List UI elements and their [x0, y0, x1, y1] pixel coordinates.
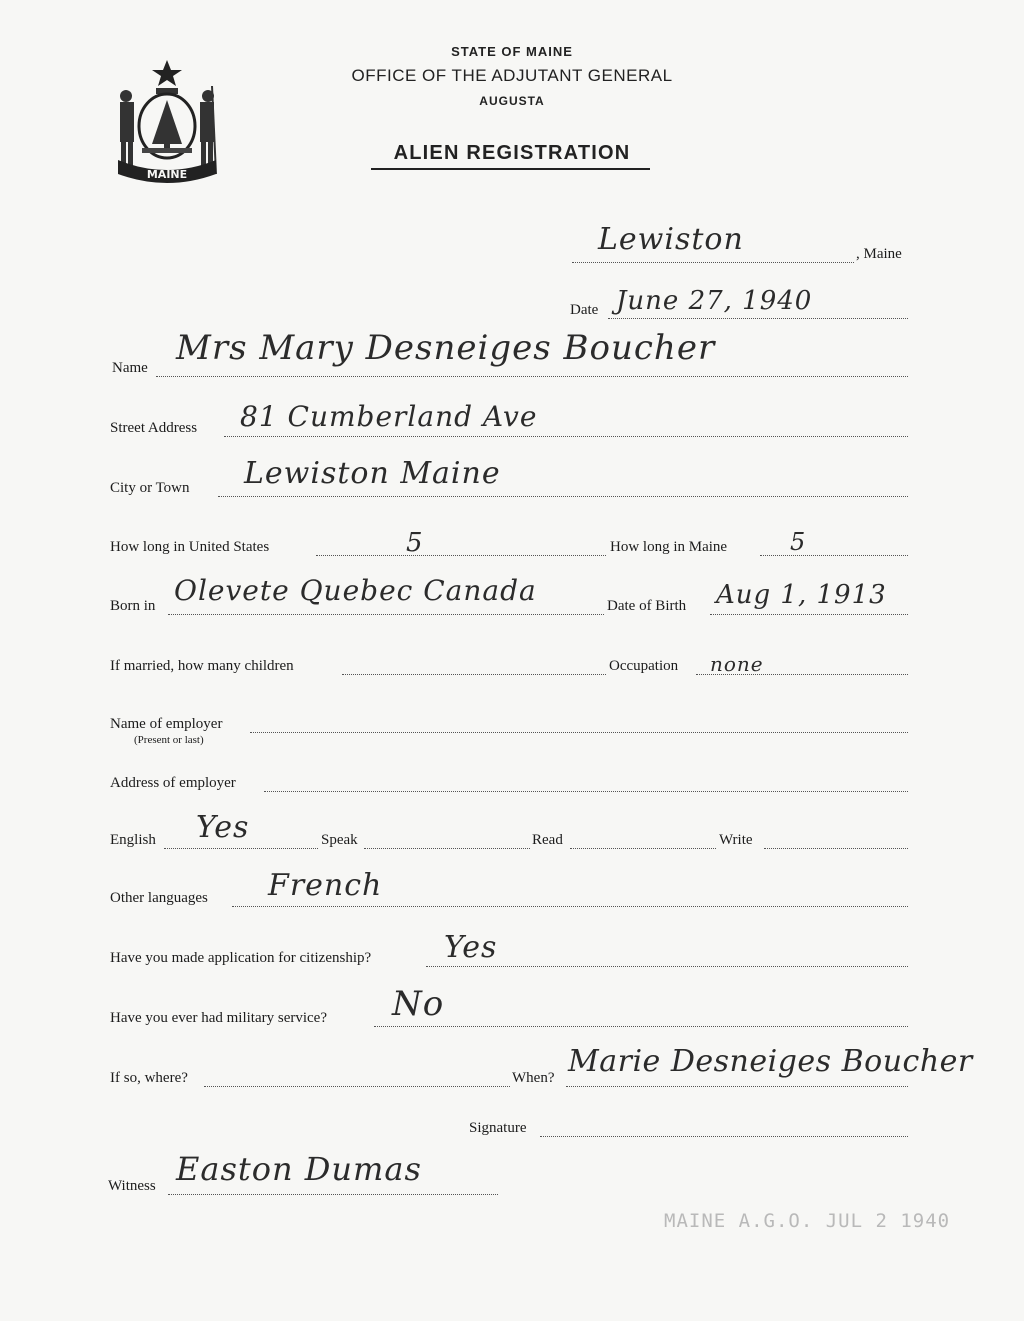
title-underline [371, 168, 650, 170]
maine-label: , Maine [856, 246, 902, 262]
employer-address-label: Address of employer [110, 775, 236, 791]
children-label: If married, how many children [110, 658, 294, 674]
maine-time-label: How long in Maine [610, 539, 728, 555]
employer-sublabel: (Present or last) [134, 734, 204, 746]
date-value[interactable]: June 27, 1940 [616, 286, 813, 316]
registration-form: MAINE STATE OF MAINE OFFICE OF THE ADJUTANT GENERAL AUGUSTA ALIEN REGISTRATION Lewiston , Maine Date June 27, 1940 Name Mrs Mary Desneiges Boucher Street Address 81 Cumberland Ave City or Town Lewiston Maine How long in United States 5 How long in Maine 5 Born in Olevete Quebec Canada Date of Birth Aug 1, 1913 If married, how many children Occupation none Name of employer (Present or last) Address of employer English Yes Speak Read Write Other languages French Have you made application for citizenship? Yes Have you ever had military service? No If so, where? When? Marie Desneiges Boucher Signature Witness Easton Dumas MAINE A.G.O. JUL 2 1940 [0, 0, 1024, 1321]
military-label: Have you ever had military service? [110, 1010, 327, 1026]
employer-address-line [264, 791, 908, 792]
occupation-label: Occupation [609, 658, 679, 674]
when-label: When? [512, 1070, 555, 1086]
city-line [218, 496, 908, 497]
maine-time-line [760, 555, 908, 556]
date-label: Date [570, 302, 599, 318]
military-value[interactable]: No [392, 984, 445, 1024]
employer-label: Name of employer [110, 716, 223, 732]
us-time-line [316, 555, 606, 556]
us-time-value[interactable]: 5 [406, 528, 424, 558]
english-value[interactable]: Yes [196, 810, 250, 845]
us-time-label: How long in United States [110, 539, 270, 555]
born-value[interactable]: Olevete Quebec Canada [174, 574, 537, 607]
other-lang-label: Other languages [110, 890, 208, 906]
employer-line [250, 732, 908, 733]
seal-text: MAINE [146, 168, 188, 181]
street-line [224, 436, 908, 437]
dob-line [710, 614, 908, 615]
military-line [374, 1026, 908, 1027]
speak-label: Speak [321, 832, 358, 848]
read-line [570, 848, 716, 849]
maine-time-value[interactable]: 5 [790, 528, 807, 556]
received-date-stamp: MAINE A.G.O. JUL 2 1940 [664, 1210, 951, 1232]
signature-value[interactable]: Marie Desneiges Boucher [568, 1044, 973, 1079]
when-line [566, 1086, 908, 1087]
write-line [764, 848, 908, 849]
witness-value[interactable]: Easton Dumas [176, 1150, 422, 1188]
state-seal-icon [112, 56, 222, 186]
other-lang-value[interactable]: French [268, 868, 383, 903]
born-label: Born in [110, 598, 156, 614]
dob-value[interactable]: Aug 1, 1913 [716, 580, 887, 610]
english-line [164, 848, 318, 849]
speak-line [364, 848, 530, 849]
citizenship-line [426, 966, 908, 967]
town-value[interactable]: Lewiston [598, 222, 744, 257]
signature-label: Signature [469, 1120, 527, 1136]
other-lang-line [232, 906, 908, 907]
town-line [572, 262, 854, 263]
witness-line [168, 1194, 498, 1195]
city-label: City or Town [110, 480, 190, 496]
witness-label: Witness [108, 1178, 156, 1194]
born-line [168, 614, 604, 615]
street-value[interactable]: 81 Cumberland Ave [240, 400, 538, 433]
name-line [156, 376, 908, 377]
date-line [608, 318, 908, 319]
write-label: Write [719, 832, 753, 848]
citizenship-label: Have you made application for citizenship? [110, 950, 372, 966]
name-value[interactable]: Mrs Mary Desneiges Boucher [176, 328, 716, 368]
english-label: English [110, 832, 156, 848]
where-line [204, 1086, 510, 1087]
children-line [342, 674, 606, 675]
street-label: Street Address [110, 420, 198, 436]
signature-line [540, 1136, 908, 1137]
city-value[interactable]: Lewiston Maine [244, 456, 501, 491]
occupation-value[interactable]: none [710, 652, 764, 676]
dob-label: Date of Birth [607, 598, 687, 614]
name-label: Name [112, 360, 148, 376]
citizenship-value[interactable]: Yes [444, 930, 498, 965]
where-label: If so, where? [110, 1070, 188, 1086]
read-label: Read [532, 832, 563, 848]
